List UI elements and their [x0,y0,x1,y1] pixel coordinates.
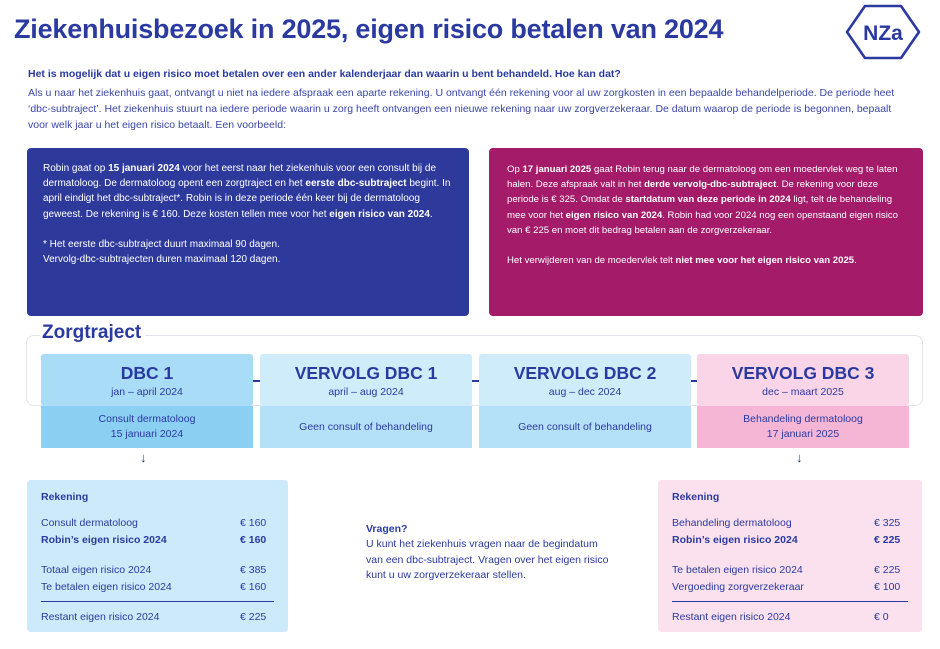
invoice-row: Vergoeding zorgverzekeraar € 100 [672,580,901,593]
vervolg-dbc-3-name: VERVOLG DBC 3 [731,363,875,383]
invoice-row: Robin’s eigen risico 2024 € 225 [672,533,901,546]
vervolg-dbc-2-name: VERVOLG DBC 2 [513,363,657,383]
example-box-2025 [489,148,923,316]
example-2025-conclusion: Het verwijderen van de moedervlek telt niet mee voor het eigen risico van 2025. [507,255,857,267]
invoice-title: Rekening [41,491,89,503]
invoice-row: Behandeling dermatoloog € 325 [672,516,901,529]
questions-text: U kunt het ziekenhuis vragen naar de begindatum van een dbc-subtraject. Vragen over het eigen risico kunt u uw zorgverzekeraar stellen. [366,538,609,582]
dbc-1-activity: Consult dermatoloog 15 januari 2024 [41,406,253,448]
vervolg-dbc-1-period: april – aug 2024 [328,386,404,398]
invoice-row: Robin’s eigen risico 2024 € 160 [41,533,267,546]
invoice-row: Consult dermatoloog € 160 [41,516,267,529]
dbc-1-header [41,354,253,406]
invoice-row: Totaal eigen risico 2024 € 385 [41,563,267,576]
nza-logo [843,2,923,62]
zorgtraject-title: Zorgtraject [40,322,145,344]
invoice-row: Te betalen eigen risico 2024 € 225 [672,563,901,576]
vervolg-dbc-3-period: dec – maart 2025 [762,386,844,398]
invoice-row: Restant eigen risico 2024 € 225 [41,610,267,623]
vervolg-dbc-3-header [697,354,909,406]
questions-block [366,522,616,584]
vervolg-dbc-1-name: VERVOLG DBC 1 [294,363,438,383]
vervolg-dbc-1-header [260,354,472,406]
page-title: Ziekenhuisbezoek in 2025, eigen risico betalen van 2024 [14,14,724,44]
vervolg-dbc-1-activity: Geen consult of behandeling [260,406,472,448]
example-2025-paragraph: Op 17 januari 2025 gaat Robin terug naar de dermatoloog om een moedervlek weg te laten halen. Deze afspraak valt in het derde vervolg-dbc-subtraject. De rekening voor deze periode is € 325. Omdat de startdatum van deze periode in 2024 ligt, telt de behandeling mee voor het eigen risico van 2024. Robin had voor 2024 nog een openstaand eigen risico van € 225 en moet dit bedrag betalen aan de zorgverzekeraar. [507,164,898,236]
example-box-2024 [27,148,469,316]
divider [672,601,908,602]
vervolg-dbc-2-period: aug – dec 2024 [548,386,622,398]
questions-title: Vragen? [366,523,408,535]
invoice-row: Restant eigen risico 2024 € 0 [672,610,889,623]
arrow-down-icon: ↓ [796,450,803,465]
example-2024-paragraph: Robin gaat op 15 januari 2024 voor het eerst naar het ziekenhuis voor een consult bij de dermatoloog. De dermatoloog opent een zorgtraject en het eerste dbc-subtraject begint. In april eindigt het dbc-subtraject*. Robin is in deze periode één keer bij de dermatoloog geweest. De rekening is € 160. Deze kosten tellen mee voor het eigen risico van 2024. [43,163,451,220]
intro-question: Het is mogelijk dat u eigen risico moet betalen over een ander kalenderjaar dan waarin u bent behandeld. Hoe kan dat? [28,68,621,80]
footnote-1: * Het eerste dbc-subtraject duurt maximaal 90 dagen. [43,238,280,250]
logo-text: NZa [863,22,903,45]
vervolg-dbc-2-header [479,354,691,406]
dbc-1-period: jan – april 2024 [111,386,183,398]
invoice-2025-card [658,480,922,632]
intro-text: Als u naar het ziekenhuis gaat, ontvangt u niet na iedere afspraak een aparte rekening. U ontvangt één rekening voor al uw zorgkosten in een bepaalde behandelperiode. De periode heet ‘dbc-subtraject’. Het ziekenhuis stuurt na iedere periode waarin u zorg heeft ontvangen een nieuwe rekening naar uw zorgverzekeraar. De datum waarop de periode is begonnen, bepaalt voor welk jaar u het eigen risico betaalt. Een voorbeeld: [28,87,895,131]
divider [41,601,274,602]
invoice-2024-card [27,480,288,632]
invoice-title: Rekening [672,491,720,503]
invoice-row: Te betalen eigen risico 2024 € 160 [41,580,267,593]
vervolg-dbc-3-activity: Behandeling dermatoloog 17 januari 2025 [697,406,909,448]
dbc-1-name: DBC 1 [120,363,174,383]
footnote-2: Vervolg-dbc-subtrajecten duren maximaal 120 dagen. [43,254,281,266]
vervolg-dbc-2-activity: Geen consult of behandeling [479,406,691,448]
arrow-down-icon: ↓ [140,450,147,465]
